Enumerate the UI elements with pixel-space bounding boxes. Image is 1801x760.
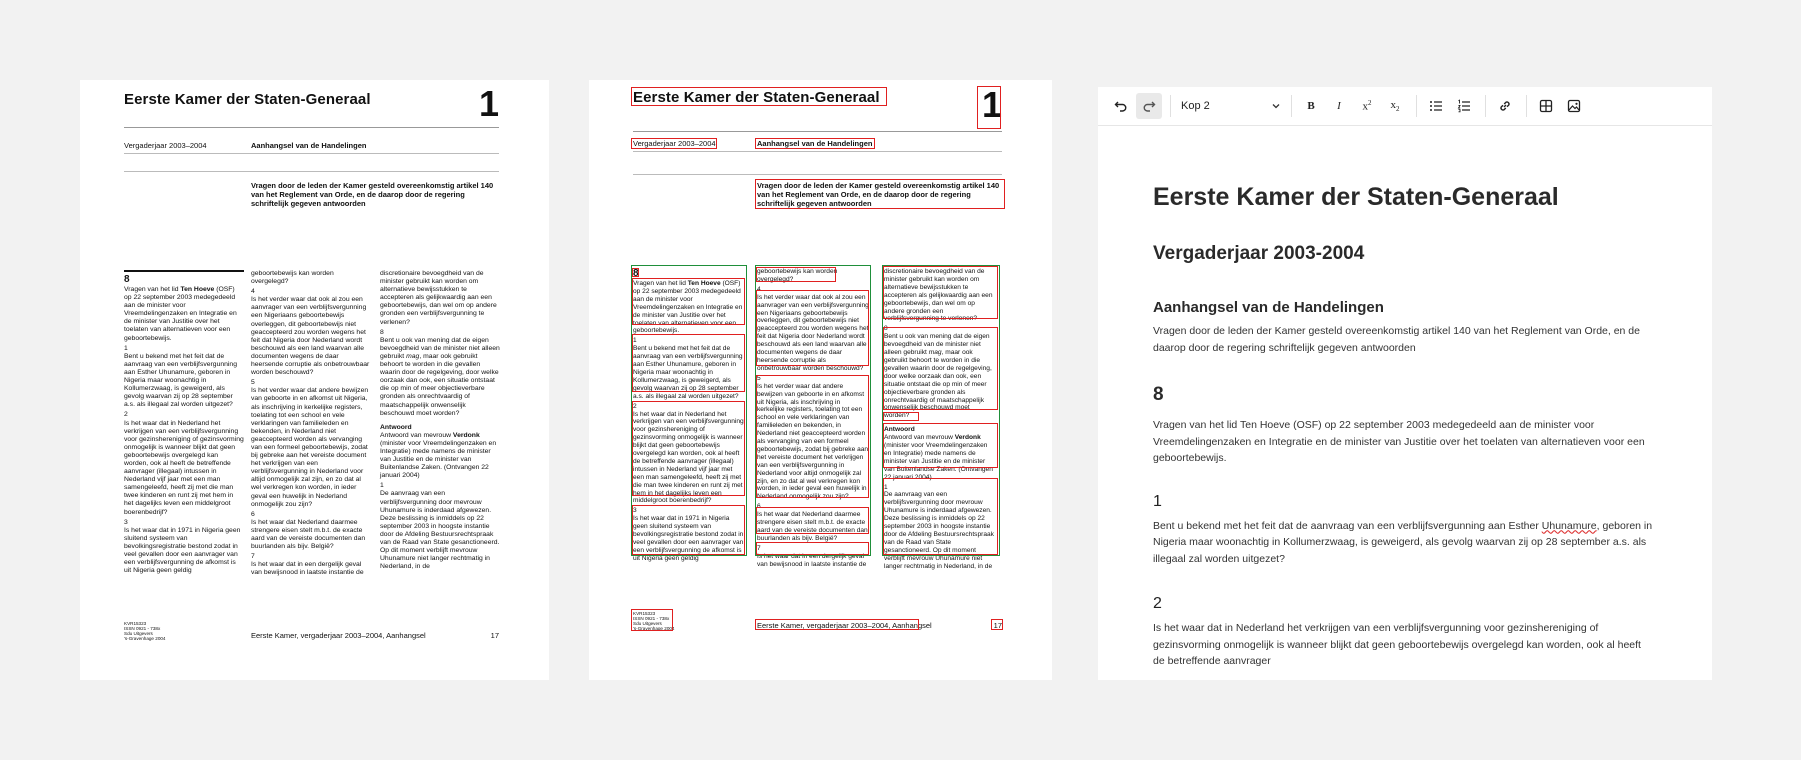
document-question-number[interactable]: 2 [1153,595,1162,612]
document-section-paragraph[interactable]: Vragen van het lid Ten Hoeve (OSF) op 22 september 2003 medegedeeld aan de minister voor Vreemdelingenzaken en Integratie en de minister van Justitie over het toelaten van alternatieven voor een geboortebewijs. [1153,419,1645,464]
toolbar-separator [1526,95,1527,117]
redo-icon [1142,99,1156,113]
superscript-button[interactable] [1354,93,1380,119]
subscript-button[interactable] [1382,93,1408,119]
paragraph: Bent u ook van mening dat de eigen bevoegdheid van de minister niet alleen gebruikt mag, maar ook gebruikt behoort te worden in die gevallen waarin door de regelgeving, door welke oorzaak dan ook, een situatie ontstaat die op min of meer objectieverbare gronden als onrechtvaardig of maatschappelijk onwenselijk beschouwd moet worden? [380,336,500,417]
paragraph: Is het waar dat in een dergelijk geval van bewijsnood in laatste instantie de [757,552,867,568]
subscript-icon: $x_2$ [1390,98,1400,114]
section-number: 8 [633,268,639,279]
question-number: 1 [633,337,637,345]
rich-text-editor [1098,87,1712,680]
question-number: 8 [380,328,384,336]
paragraph: Vragen van het lid Ten Hoeve (OSF) op 22 september 2003 medegedeeld aan de minister voor Vreemdelingenzaken en Integratie en de minister van Justitie over het toelaten van alternatieven voor een geboortebewijs. [124,286,237,342]
toolbar-separator [1416,95,1417,117]
undo-icon [1114,99,1128,113]
paragraph: discretionaire bevoegdheid van de minister gebruikt kan worden om alternatieve bewijsstukken te accepteren als gelijkwaardig aan een geboortebewijs, dan wel om op andere gronden een verblijfsvergunning te verlenen? [884,268,993,323]
toolbar-separator [1485,95,1486,117]
block-style-select[interactable] [1177,93,1285,119]
paragraph: Is het verder waar dat ook al zou een aanvrager van een verblijfsvergunning een Nigeriaans geboortebewijs overleggen, dit geboortebewijs niet geaccepteerd zou worden wegens het feit dat Nigeria door Nederland wordt beschouwd als een land waarvan alle documenten wegens de daar heersende corruptie als onbetrouwbaar worden beschouwd? [757,293,869,372]
link-icon [1498,99,1512,113]
page-subtitle: Aanhangsel van de Handelingen [757,139,873,148]
question-number: 5 [757,374,761,382]
section-bar [124,270,244,272]
paragraph: Is het verder waar dat andere bewijzen van geboorte in en afkomst uit Nigeria, als inschrijving in kerkelijke registers, toelating tot een school en vele verklaringen van familieleden en bekenden, in Nederland niet geaccepteerd worden als vervanging van een formeel geboortebewijs, zodat bij gebreke aan het vereiste document het verkrijgen van een verblijfsvergunning in Nederland voor altijd onmogelijk zal zijn, en zo dat al wel verkregen kon worden, in ieder geval een huwelijk in Nederland onmogelijk zou zijn? [251,387,369,508]
paragraph: De aanvraag van een verblijfsvergunning door mevrouw Uhunamure is inderdaad afgewezen. Deze beslissing is inmiddels op 22 september 2003 in hoogste instantie door de Afdeling Bestuursrechtspraak van de Raad van State gesanctioneerd. Op dit moment verblijft mevrouw Uhunamure niet langer rechtmatig in Nederland, in de [884,491,994,570]
document-intro-paragraph[interactable]: Vragen door de leden der Kamer gesteld overeenkomstig artikel 140 van het Reglement van Orde, en de daarop door de regering schriftelijk gegeven antwoorden [1153,325,1640,354]
question-number: 2 [633,402,637,410]
footer-page-number: 17 [993,621,1002,630]
annotation-box-year[interactable] [631,138,717,149]
question-number: 1 [124,344,128,352]
page-title: Eerste Kamer der Staten-Generaal [633,89,880,106]
text-column-3 [380,270,500,571]
answer-number: 1 [884,483,888,491]
toolbar-separator [1291,95,1292,117]
toolbar-separator [1170,95,1171,117]
annotation-box[interactable] [883,327,998,410]
annotation-box-footer-page[interactable] [991,619,1003,630]
paragraph: Is het waar dat Nederland daarmee strengere eisen stelt m.b.t. de exacte aard van de vereiste documenten dan buurlanden als bijv. België? [757,511,868,542]
question-number: 3 [633,507,637,515]
annotation-box[interactable] [883,478,998,555]
header-rule [633,131,1002,132]
annotation-box[interactable] [632,278,745,325]
annotation-box-footer-meta[interactable] [631,609,673,631]
paragraph: Is het waar dat in Nederland het verkrijgen van een verblijfsvergunning voor gezinshereniging of gezinsvorming onmogelijk is wanneer blijkt dat geen geboortebewijs overgelegd kan worden, ook al heeft de betreffende aanvrager (illegaal) intussen in Nederland vijf jaar met een man samengeleefd, heeft zij met die man twee kinderen en runt zij met hem in het dagelijks leven een middelgroot boerenbedrijf? [633,410,744,505]
document-heading-subtitle[interactable]: Aanhangsel van de Handelingen [1153,299,1384,316]
annotation-box[interactable] [632,334,745,392]
paragraph: Bent u bekend met het feit dat de aanvraag van een verblijfsvergunning aan Esther Uhunamure, geboren in Nigeria maar woonachtig in Kollumerzwaag, is geweigerd, als gevolg waarvan zij op 28 september a.s. als illegaal zal worden uitgezet? [633,345,743,400]
page-subtitle: Aanhangsel van de Handelingen [251,141,367,150]
paragraph: geboortebewijs kan worden overgelegd? [251,270,334,286]
question-number: 6 [757,503,761,511]
bullet-list-icon [1429,99,1443,113]
annotation-box-number[interactable] [977,86,1001,129]
paragraph: geboortebewijs kan worden overgelegd? [757,268,838,283]
footer-meta: KVR15323 ISSN 0921 - 738x Sdu Uitgevers 's-Gravenhage 2004 [633,611,675,631]
paragraph: Vragen van het lid Ten Hoeve (OSF) op 22 september 2003 medegedeeld aan de minister voor Vreemdelingenzaken en Integratie en de minister van Justitie over het toelaten van alternatieven voor een geboortebewijs. [633,280,743,335]
annotation-box[interactable] [883,423,998,468]
redo-button[interactable] [1136,93,1162,119]
page-intro: Vragen door de leden der Kamer gesteld overeenkomstig artikel 140 van het Reglement van Orde, en de daarop door de regering schriftelijk gegeven antwoorden [757,181,1000,208]
question-number: 6 [251,510,255,518]
text-column-2 [251,270,371,577]
annotation-box-subtitle[interactable] [755,138,875,149]
footer-page-number: 17 [490,631,499,640]
paragraph: Is het waar dat in een dergelijk geval van bewijsnood in laatste instantie de [251,561,364,577]
paragraph: Is het waar dat in Nederland het verkrijgen van een verblijfsvergunning voor gezinshereniging of gezinsvorming onmogelijk is wanneer blijkt dat geen geboortebewijs overgelegd kan worden, ook al heeft de betreffende aanvrager (illegaal) intussen in Nederland vijf jaar met een man samengeleefd, heeft zij met die man twee kinderen en runt zij met hem in het dagelijks leven een middelgroot boerenbedrijf? [124,419,244,516]
numbered-list-icon [1457,99,1471,113]
table-icon [1539,99,1553,113]
image-icon [1567,99,1581,113]
answer-heading: Antwoord [380,423,412,431]
question-number: 8 [884,325,888,333]
italic-icon: I [1337,100,1341,112]
question-number: 2 [124,411,128,419]
annotation-box-intro[interactable] [755,179,1005,209]
document-section-number[interactable]: 8 [1153,384,1164,405]
annotation-box[interactable] [756,375,869,498]
annotation-box[interactable] [632,505,745,555]
footer-title: Eerste Kamer, vergaderjaar 2003–2004, Aanhangsel [251,631,426,640]
page-year: Vergaderjaar 2003–2004 [124,141,207,150]
text-column-1 [124,270,244,575]
annotation-box[interactable] [632,268,639,277]
intro-rule [124,171,499,172]
spellcheck-flagged-word[interactable]: Uhunamure [1541,519,1597,532]
link-button[interactable] [1492,93,1518,119]
numbered-list-button[interactable] [1451,93,1477,119]
intro-rule [633,174,1002,175]
question-number: 4 [251,288,255,296]
answer-number: 1 [380,482,384,490]
paragraph: Is het waar dat in 1971 in Nigeria geen sluitend systeem van bevolkingsregistratie bestond zodat in veel gevallen door een aanvrager van een verblijfsvergunning de afkomst is uit Nigeria geen geldig [633,515,744,562]
paragraph: Is het verder waar dat ook al zou een aanvrager van een verblijfsvergunning een Nigeriaans geboortebewijs overleggen, dit geboortebewijs niet geaccepteerd zou worden wegens het feit dat Nigeria door Nederland wordt beschouwd als een land waarvan alle documenten wegens de daar heersende corruptie als onbetrouwbaar worden beschouwd? [251,296,370,377]
paragraph: discretionaire bevoegdheid van de minister gebruikt kan worden om alternatieve bewijsstukken te accepteren als gelijkwaardig aan een geboortebewijs, dan wel om op andere gronden een verblijfsvergunning te verlenen? [380,270,497,326]
page-intro: Vragen door de leden der Kamer gesteld overeenkomstig artikel 140 van het Reglement van Orde, en de daarop door de regering schriftelijk gegeven antwoorden [251,181,494,208]
bold-icon: B [1307,100,1315,112]
editor-toolbar [1098,87,1712,126]
annotation-box[interactable] [756,267,836,282]
image-button[interactable] [1561,93,1587,119]
question-number: 3 [124,518,128,526]
annotation-box[interactable] [756,507,869,534]
paragraph: Is het waar dat in 1971 in Nigeria geen sluitend systeem van bevolkingsregistratie bestond zodat in veel gevallen door een aanvrager van een verblijfsvergunning de afkomst is uit Nigeria geen geldig [124,526,241,575]
footer-title: Eerste Kamer, vergaderjaar 2003–2004, Aanhangsel [757,621,932,630]
document-heading-1[interactable]: Eerste Kamer der Staten-Generaal [1153,183,1559,211]
subheader-rule [124,153,499,154]
page-issue-number: 1 [981,84,1002,125]
footer-meta: KVR15323 ISSN 0921 - 738x Sdu Uitgevers 's-Gravenhage 2004 [124,621,166,641]
annotation-box[interactable] [632,401,745,496]
header-rule [124,127,499,128]
annotation-box[interactable] [883,266,998,319]
question-number: 7 [757,544,761,552]
annotation-box[interactable] [756,542,869,555]
annotation-box[interactable] [756,290,869,366]
paragraph: Bent u bekend met het feit dat de aanvraag van een verblijfsvergunning aan Esther Uhunamure, geboren in Nigeria maar woonachtig in Kollumerzwaag, is geweigerd, als gevolg waarvan zij op 28 september a.s. als illegaal zal worden uitgezet? [124,352,237,409]
paragraph: Is het waar dat Nederland daarmee strengere eisen stelt m.b.t. de exacte aard van de vereiste documenten dan buurlanden als bijv. België? [251,518,366,551]
paragraph: Bent u ook van mening dat de eigen bevoegdheid van de minister niet alleen gebruikt mag, maar ook gebruikt behoort te worden in die gevallen waarin door de regelgeving, door welke oorzaak dan ook, een situatie ontstaat die op min of meer objectieverbare gronden als onrechtvaardig of maatschappelijk onwenselijk beschouwd moet worden? [884,333,992,420]
annotated-page [589,80,1052,680]
editor-document[interactable] [1153,126,1653,670]
page-year: Vergaderjaar 2003–2004 [633,139,716,148]
bullet-list-button[interactable] [1423,93,1449,119]
annotation-box[interactable] [883,412,919,421]
question-number: 4 [757,285,761,293]
original-page [80,80,549,680]
document-question-paragraph[interactable]: Is het waar dat in Nederland het verkrijgen van een verblijfsvergunning voor gezinshereniging of gezinsvorming onmogelijk is wanneer blijkt dat geen geboortebewijs overgelegd kan worden, ook al heeft de betreffende aanvrager [1153,622,1641,667]
italic-button[interactable] [1326,93,1352,119]
answer-heading: Antwoord [884,426,915,434]
page-issue-number: 1 [478,83,499,124]
chevron-down-icon [1271,101,1281,111]
annotation-box-title[interactable] [631,87,887,106]
table-button[interactable] [1533,93,1559,119]
question-number: 5 [251,379,255,387]
question-number: 7 [251,553,255,561]
section-number: 8 [124,274,130,285]
bold-button[interactable] [1298,93,1324,119]
paragraph: Antwoord van mevrouw Verdonk (minister voor Vreemdelingenzaken en Integratie) mede namens de minister van Justitie en de minister van Buitenlandse Zaken. (Ontvangen 22 januari 2004) [380,431,497,480]
undo-button[interactable] [1108,93,1134,119]
superscript-icon: $x^2$ [1362,99,1372,113]
page-title: Eerste Kamer der Staten-Generaal [124,91,371,108]
block-style-value: Kop 2 [1181,100,1210,112]
document-question-number[interactable]: 1 [1153,492,1162,510]
subheader-rule [633,151,1002,152]
annotation-box-footer-title[interactable] [755,619,919,630]
document-question-paragraph[interactable]: Bent u bekend met het feit dat de aanvraag van een verblijfsvergunning aan Esther Uhunamure, geboren in Nigeria maar woonachtig in Kollumerzwaag, is geweigerd, als gevolg waarvan zij op 28 september a.s. als illegaal zal worden uitgezet? [1153,519,1653,565]
paragraph: De aanvraag van een verblijfsvergunning door mevrouw Uhunamure is inderdaad afgewezen. Deze beslissing is inmiddels op 22 september 2003 in hoogste instantie door de Afdeling Bestuursrechtspraak van de Raad van State gesanctioneerd. Op dit moment verblijft mevrouw Uhunamure niet langer rechtmatig in Nederland, in de [380,490,500,571]
paragraph: Antwoord van mevrouw Verdonk (minister voor Vreemdelingenzaken en Integratie) mede namens de minister van Justitie en de minister van Buitenlandse Zaken. (Ontvangen 22 januari 2004) [884,434,993,481]
paragraph: Is het verder waar dat andere bewijzen van geboorte in en afkomst uit Nigeria, als inschrijving in kerkelijke registers, toelating tot een school en vele verklaringen van familieleden en bekenden, in Nederland niet geaccepteerd worden als vervanging van een formeel geboortebewijs, zodat bij gebreke aan het vereiste document het verkrijgen van een verblijfsvergunning in Nederland voor altijd onmogelijk zal zijn, en zo dat al wel verkregen kon worden, in ieder geval een huwelijk in Nederland onmogelijk zou zijn? [757,382,869,501]
document-heading-year[interactable]: Vergaderjaar 2003-2004 [1153,243,1365,264]
